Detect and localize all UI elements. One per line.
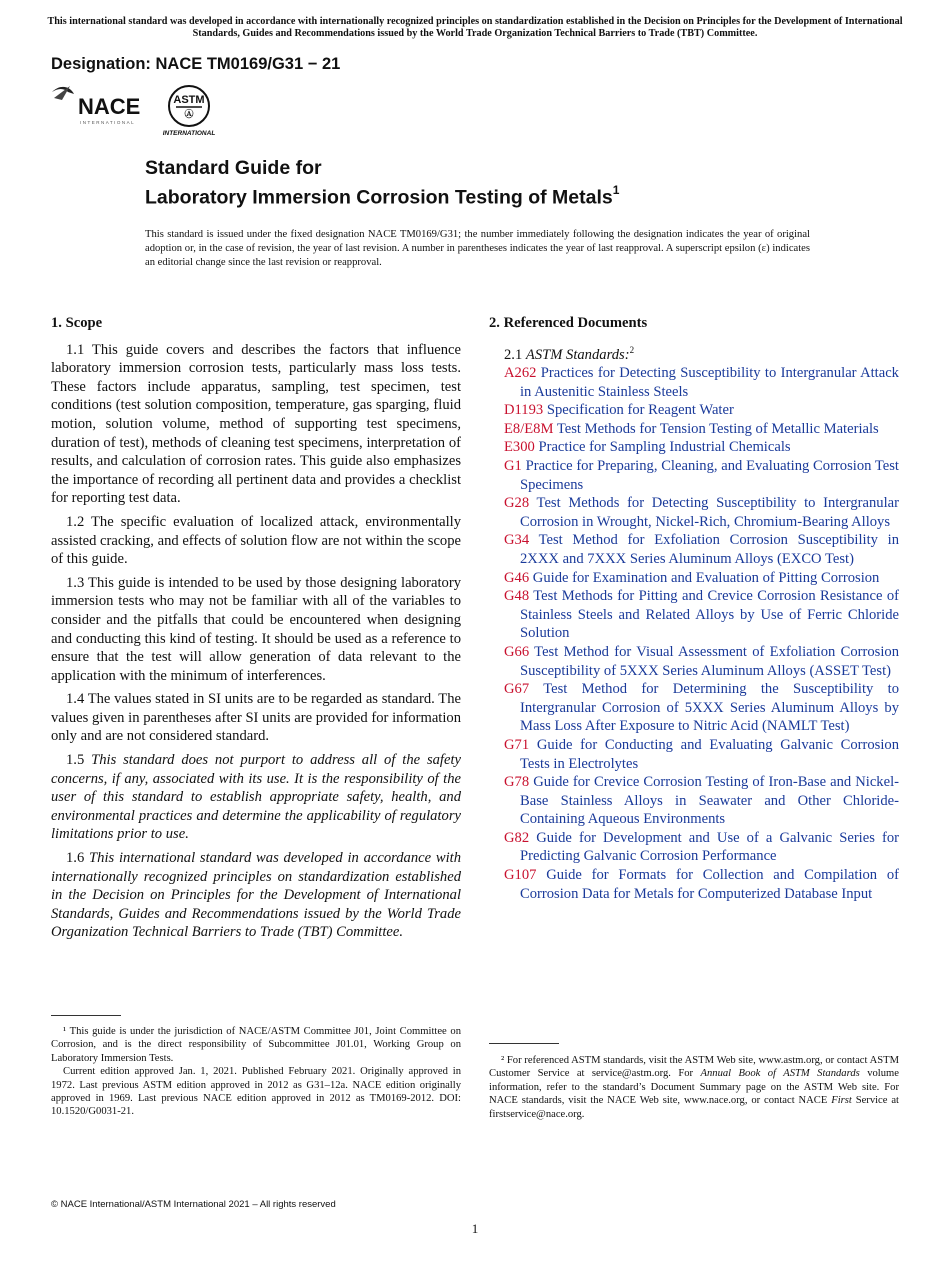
reference-title-link[interactable]: Test Methods for Tension Testing of Metallic Materials <box>556 420 879 437</box>
reference-title-link[interactable]: Guide for Examination and Evaluation of Pitting Corrosion <box>532 569 880 586</box>
logos <box>50 82 230 140</box>
reference-code-link[interactable]: G71 <box>504 736 530 753</box>
reference-title-link[interactable]: Guide for Development and Use of a Galvanic Series for Predicting Galvanic Corrosion Performance <box>520 829 899 865</box>
reference-code-link[interactable]: E300 <box>504 439 535 456</box>
reference-item[interactable] <box>489 643 899 680</box>
reference-title-link[interactable]: Specification for Reagent Water <box>546 402 734 419</box>
astm-standards-subheading: 2.1 ASTM Standards:$^2$ <box>504 344 635 363</box>
nace-logo-sub: INTERNATIONAL <box>80 120 136 125</box>
reference-code-link[interactable]: G46 <box>504 569 530 586</box>
reference-item[interactable] <box>489 736 899 773</box>
reference-item[interactable] <box>489 866 899 903</box>
reference-code-link[interactable]: G107 <box>504 867 537 884</box>
left-column <box>51 314 461 947</box>
page-number: 1 <box>471 1221 479 1236</box>
designation-notice: This standard is issued under the fixed designation NACE TM0169/G31; the number immediately following the designation indicates the year of original adoption or, in the case of revision, the year of last revision. A number in parentheses indicates the year of last reapproval. A superscript epsilon (ε) indicates an editorial change since the last revision or reapproval. <box>145 229 810 268</box>
reference-title-link[interactable]: Guide for Formats for Collection and Compilation of Corrosion Data for Metals for Computerized Database Input <box>520 867 899 902</box>
reference-code-link[interactable]: G78 <box>504 774 530 791</box>
reference-item[interactable] <box>489 569 899 588</box>
title-footnote-mark: 1 <box>612 183 620 197</box>
reference-title-link[interactable]: Practice for Preparing, Cleaning, and Evaluating Corrosion Test Specimens <box>520 458 899 493</box>
astm-logo-text: ASTM <box>173 94 205 106</box>
reference-item[interactable] <box>489 773 899 829</box>
reference-title-link[interactable]: Test Method for Determining the Susceptibility to Intergranular Corrosion of 5XXX Series Aluminum Alloys by Mass Loss After Exposure to Nitric Acid (NAMLT Test) <box>520 681 899 735</box>
reference-title-link[interactable]: Test Method for Visual Assessment of Exfoliation Corrosion Susceptibility of 5XXX Series Aluminum Alloys (ASSET Test) <box>520 643 899 679</box>
footnote-1-p2: Current edition approved Jan. 1, 2021. Published February 2021. Originally approved in 1972. Last previous ASTM edition approved in 2012 as G31–12a. NACE edition originally approved in 1969. Last previous NACE edition approved in 2012 as TM0169-2012. DOI: 10.1520/G0031-21. <box>51 1066 461 1118</box>
scope-p4: 1.4 The values stated in SI units are to be regarded as standard. The values given in parentheses after SI units are provided for information only and are not considered standard. <box>51 691 461 745</box>
reference-item[interactable] <box>489 457 899 494</box>
nace-astm-logos-icon <box>50 82 230 140</box>
reference-item[interactable] <box>489 401 899 420</box>
tbt-banner: This international standard was developed in accordance with internationally recognized principles on standardization established in the Decision on Principles for the Development of International Standards, Guides and Recommendations issued by the World Trade Organization Technical Barriers to Trade (TBT) Committee. <box>47 16 903 39</box>
reference-code-link[interactable]: G66 <box>504 643 530 660</box>
reference-title-link[interactable]: Guide for Crevice Corrosion Testing of Iron-Base and Nickel-Base Stainless Alloys in Seawater and Other Chloride-Containing Aqueous Environments <box>520 774 899 828</box>
reference-title-link[interactable]: Test Method for Exfoliation Corrosion Susceptibility in 2XXX and 7XXX Series Aluminum Alloys (EXCO Test) <box>520 532 900 567</box>
reference-code-link[interactable]: G1 <box>504 458 522 475</box>
title-line-2: Laboratory Immersion Corrosion Testing of Metals <box>145 186 613 209</box>
copyright: © NACE International/ASTM International 2021 – All rights reserved <box>51 1199 336 1210</box>
document-title <box>145 156 619 210</box>
designation: Designation: NACE TM0169/G31 − 21 <box>51 55 341 73</box>
reference-item[interactable] <box>489 829 899 866</box>
reference-title-link[interactable]: Test Methods for Detecting Susceptibility to Intergranular Corrosion in Wrought, Nickel-Rich, Chromium-Bearing Alloys <box>520 495 899 530</box>
reference-code-link[interactable]: G28 <box>504 495 530 512</box>
nace-logo-text: NACE <box>78 94 141 119</box>
reference-code-link[interactable]: E8/E8M <box>504 420 554 437</box>
reference-title-link[interactable]: Practice for Sampling Industrial Chemicals <box>538 439 791 456</box>
reference-item[interactable] <box>489 680 899 736</box>
scope-p1: 1.1 This guide covers and describes the factors that influence laboratory immersion corrosion tests, particularly mass loss tests. These factors include apparatus, sampling, test specimen, test conditions (test solution composition, temperature, gas sparging, fluid motion, solution volume, method of supporting test specimens, duration of test), methods of cleaning test specimens, interpretation of results, and calculation of corrosion rates. This guide also emphasizes the importance of recording all pertinent data and provides a checklist for reporting test data. <box>51 341 461 507</box>
reference-item[interactable] <box>489 438 899 457</box>
reference-code-link[interactable]: G82 <box>504 829 530 846</box>
referenced-heading: 2. Referenced Documents <box>489 315 648 331</box>
astm-logo-sub: INTERNATIONAL <box>162 130 216 137</box>
reference-item[interactable] <box>489 587 899 643</box>
reference-item[interactable] <box>489 494 899 531</box>
reference-item[interactable] <box>489 420 899 439</box>
reference-code-link[interactable]: G67 <box>504 681 530 698</box>
title-line-1: Standard Guide for <box>145 157 322 179</box>
reference-code-link[interactable]: G34 <box>504 532 530 549</box>
reference-code-link[interactable]: A262 <box>504 365 537 382</box>
footnote-1-p1: ¹ This guide is under the jurisdiction of NACE/ASTM Committee J01, Joint Committee on Corrosion, and is the direct responsibility of Subcommittee J01.01, Working Group on Laboratory Immersion Tests. <box>51 1026 461 1064</box>
reference-code-link[interactable]: D1193 <box>504 402 544 419</box>
reference-item[interactable] <box>489 531 899 568</box>
reference-code-link[interactable]: G48 <box>504 588 530 605</box>
scope-p3: 1.3 This guide is intended to be used by those designing laboratory immersion tests who may not be familiar with all of the variables to consider and the pitfalls that could be encountered when designing and conducting this kind of testing. It should be used as a reference to ensure that the test will allow generation of data relevant to the application with the minimum of interferences. <box>51 574 461 684</box>
reference-title-link[interactable]: Guide for Conducting and Evaluating Galvanic Corrosion Tests in Electrolytes <box>520 736 900 772</box>
svg-text:Ⓐ: Ⓐ <box>184 109 194 119</box>
reference-title-link[interactable]: Test Methods for Pitting and Crevice Corrosion Resistance of Stainless Steels and Related Alloys by Use of Ferric Chloride Solution <box>520 588 899 642</box>
footnote-2: ² For referenced ASTM standards, visit the ASTM Web site, www.astm.org, or contact ASTM Customer Service at service@astm.org. For Annual Book of ASTM Standards volume information, refer to the standard’s Document Summary page on the ASTM Web site. For NACE standards, visit the NACE Web site, www.nace.org, or contact NACE First Service at firstservice@nace.org. <box>489 1055 899 1120</box>
scope-heading: 1. Scope <box>51 315 103 331</box>
scope-p5: 1.5 This standard does not purport to address all of the safety concerns, if any, associated with its use. It is the responsibility of the user of this standard to establish appropriate safety, health, and environmental practices and determine the applicability of regulatory limitations prior to use. <box>51 752 461 843</box>
footnote-rule-left <box>51 1015 121 1016</box>
reference-list <box>489 364 899 903</box>
footnote-1 <box>51 1025 461 1119</box>
footnote-rule-right <box>489 1043 559 1044</box>
reference-item[interactable] <box>489 364 899 401</box>
reference-title-link[interactable]: Practices for Detecting Susceptibility to Intergranular Attack in Austenitic Stainless Steels <box>520 365 899 400</box>
scope-p2: 1.2 The specific evaluation of localized attack, environmentally assisted cracking, and effects of solution flow are not within the scope of this guide. <box>51 513 461 568</box>
scope-p6: 1.6 This international standard was developed in accordance with internationally recognized principles on standardization established in the Decision on Principles for the Development of International Standards, Guides and Recommendations issued by the World Trade Organization Technical Barriers to Trade (TBT) Committee. <box>51 850 462 941</box>
right-column <box>489 314 899 903</box>
